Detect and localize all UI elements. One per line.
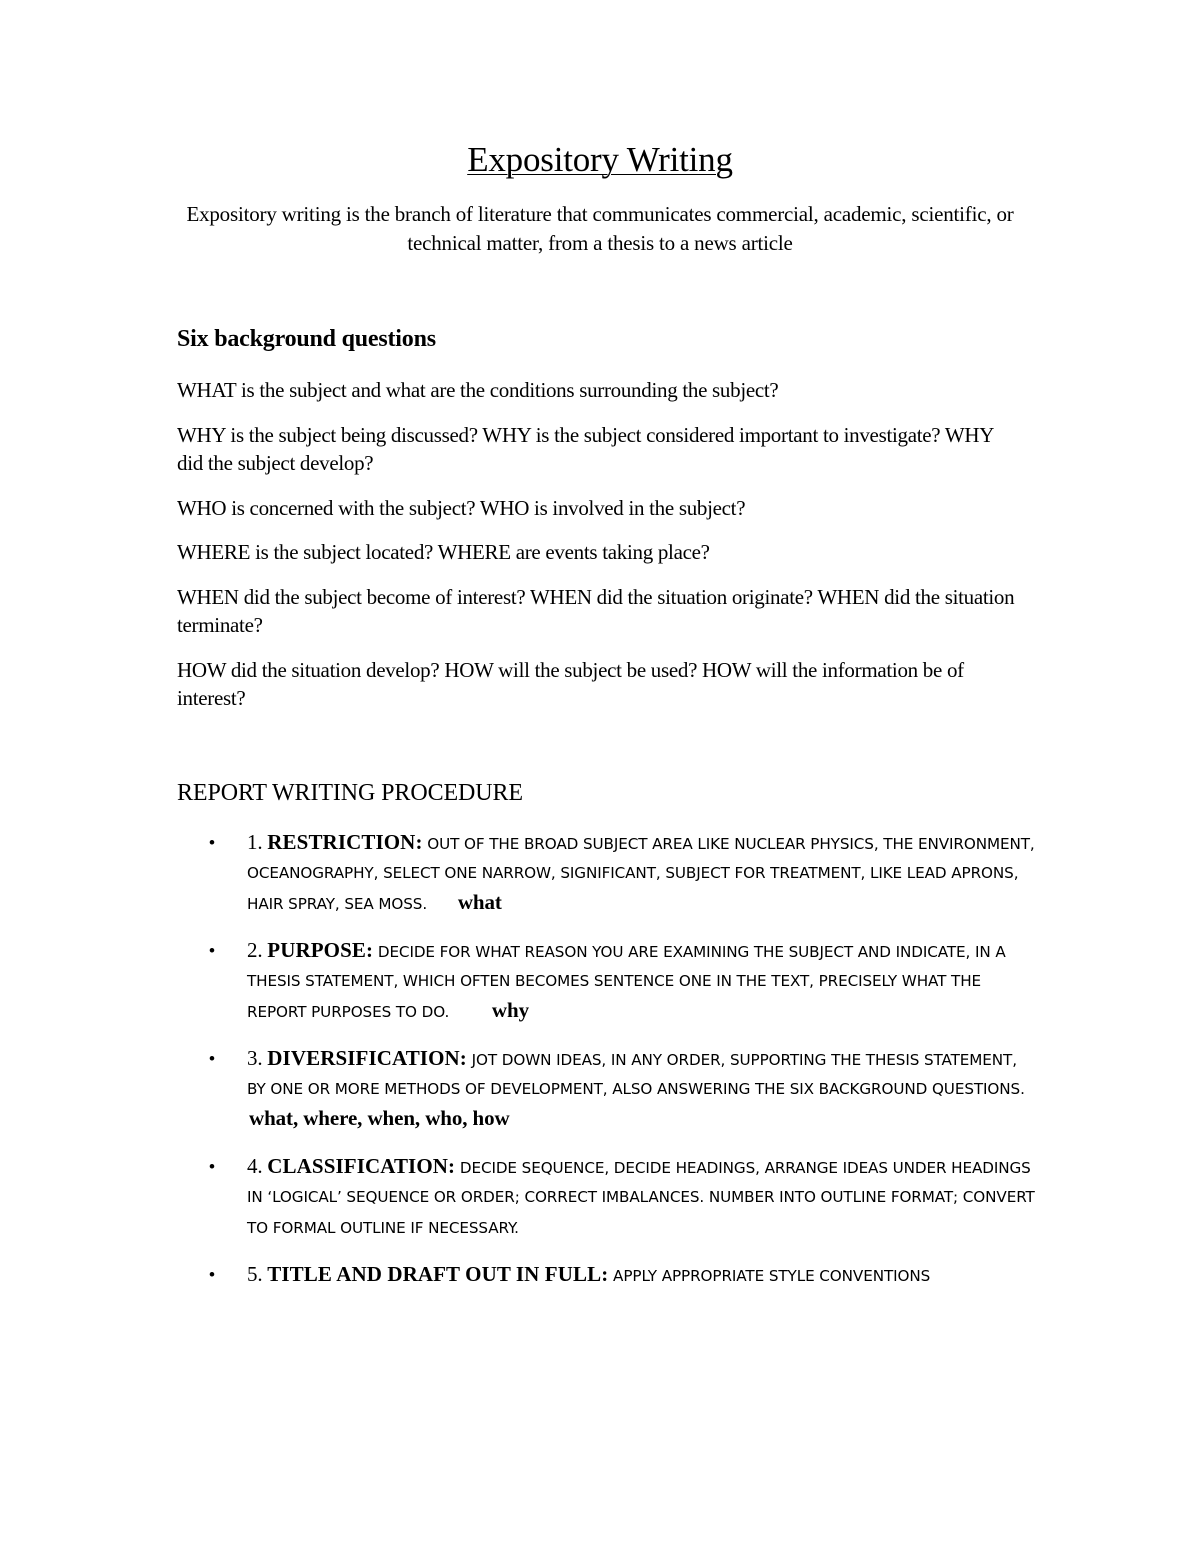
step-number: 4. (247, 1154, 263, 1178)
step-diversification (205, 1044, 1035, 1135)
question-how: HOW did the situation develop? HOW will the subject be used? HOW will the information be of interest? (177, 657, 964, 710)
step-number: 5. (247, 1262, 263, 1286)
step-label: DIVERSIFICATION: (267, 1046, 467, 1070)
step-title-and-draft (205, 1260, 1035, 1291)
step-restriction (205, 828, 1035, 919)
step-purpose (205, 936, 1035, 1027)
step-keyword: what, where, when, who, how (249, 1106, 510, 1130)
step-number: 1. (247, 830, 263, 854)
step-text: OUT OF THE BROAD SUBJECT AREA LIKE NUCLEAR PHYSICS, THE ENVIRONMENT, OCEANOGRAPHY, SELECT ONE NARROW, SIGNIFICANT, SUBJECT FOR TREATMENT, LIKE LEAD APRONS, HAIR SPRAY, SEA MOSS. (247, 835, 1035, 913)
step-text: DECIDE SEQUENCE, DECIDE HEADINGS, ARRANGE IDEAS UNDER HEADINGS IN ‘LOGICAL’ SEQUENCE OR ORDER; CORRECT IMBALANCES. NUMBER INTO OUTLINE FORMAT; CONVERT TO FORMAL OUTLINE IF NECESSARY. (247, 1159, 1035, 1237)
step-text: APPLY APPROPRIATE STYLE CONVENTIONS (613, 1267, 931, 1285)
background-questions-heading: Six background questions (177, 326, 436, 352)
bullet-icon: • (209, 1265, 215, 1284)
step-number: 3. (247, 1046, 263, 1070)
question-where: WHERE is the subject located? WHERE are events taking place? (177, 540, 710, 564)
step-label: TITLE AND DRAFT OUT IN FULL: (267, 1262, 609, 1286)
report-procedure-heading: REPORT WRITING PROCEDURE (177, 780, 523, 806)
step-label: CLASSIFICATION: (267, 1154, 456, 1178)
question-what: WHAT is the subject and what are the conditions surrounding the subject? (177, 378, 779, 402)
step-number: 2. (247, 938, 263, 962)
document-title: Expository Writing (467, 140, 733, 179)
step-keyword: why (491, 998, 529, 1022)
step-classification (205, 1152, 1035, 1243)
bullet-icon: • (209, 1049, 215, 1068)
bullet-icon: • (209, 833, 215, 852)
step-label: RESTRICTION: (267, 830, 423, 854)
bullet-icon: • (209, 1157, 215, 1176)
question-when: WHEN did the subject become of interest? WHEN did the situation originate? WHEN did the situation terminate? (177, 584, 1015, 637)
step-text: DECIDE FOR WHAT REASON YOU ARE EXAMINING THE SUBJECT AND INDICATE, IN A THESIS STATEMENT, WHICH OFTEN BECOMES SENTENCE ONE IN THE TEXT, PRECISELY WHAT THE REPORT PURPOSES TO DO. (247, 943, 1006, 1021)
intro-paragraph: Expository writing is the branch of literature that communicates commercial, academic, scientific, or technical matter, from a thesis to a news article (186, 202, 1014, 255)
question-why: WHY is the subject being discussed? WHY is the subject considered important to investigate? WHY did the subject develop? (177, 422, 994, 475)
question-who: WHO is concerned with the subject? WHO is involved in the subject? (177, 495, 746, 520)
step-label: PURPOSE: (267, 938, 374, 962)
step-text: JOT DOWN IDEAS, IN ANY ORDER, SUPPORTING THE THESIS STATEMENT, BY ONE OR MORE METHODS OF DEVELOPMENT, ALSO ANSWERING THE SIX BACKGROUND QUESTIONS. (247, 1051, 1025, 1098)
bullet-icon: • (209, 941, 215, 960)
background-questions-list (177, 376, 1017, 729)
report-steps-list (205, 828, 1035, 1308)
step-keyword: what (457, 890, 502, 914)
